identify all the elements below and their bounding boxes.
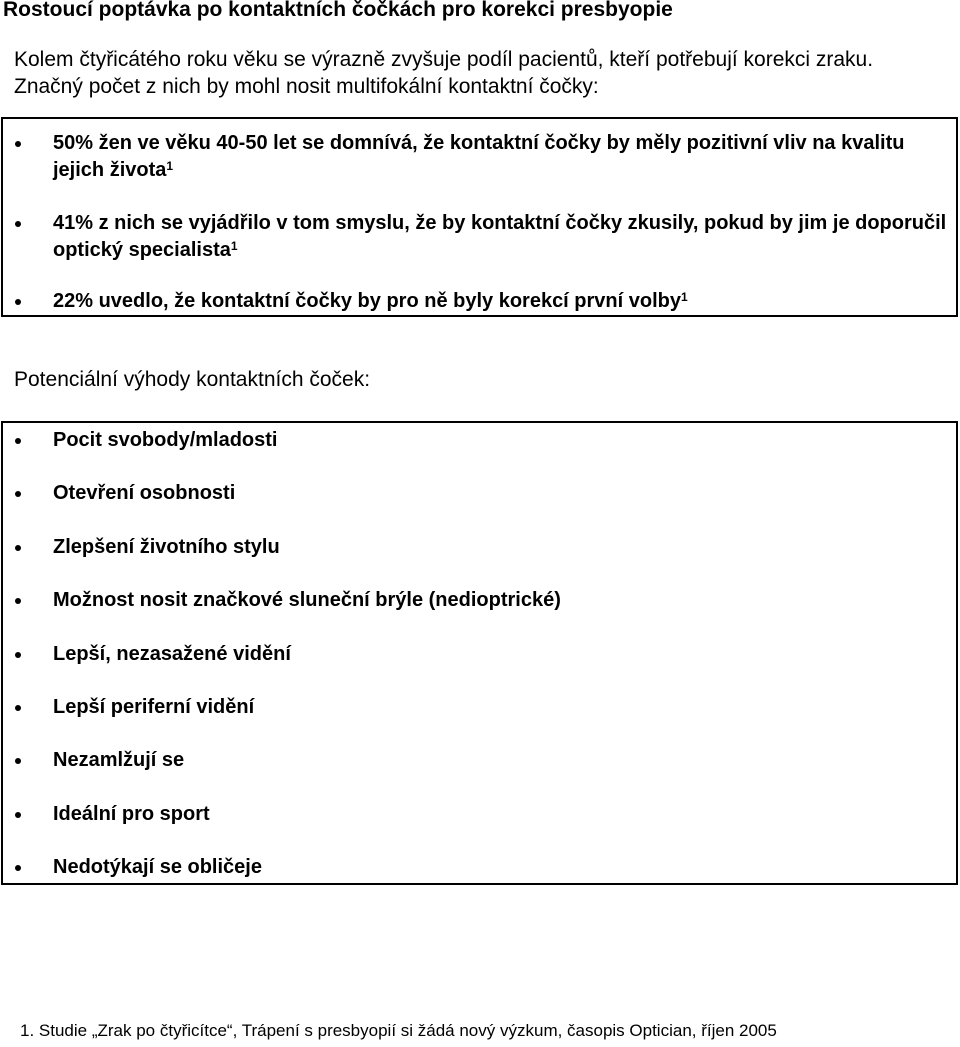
footnote: 1. Studie „Zrak po čtyřicítce“, Trápení s presbyopií si žádá nový výzkum, časopis Optician, říjen 2005 [20, 1021, 777, 1040]
footnote-ref: 1 [681, 290, 688, 304]
list-item [15, 288, 948, 315]
benefit-text: Pocit svobody/mladosti [53, 429, 278, 451]
benefit-text: Otevření osobnosti [53, 482, 236, 504]
stat-text: 50% žen ve věku 40-50 let se domnívá, že kontaktní čočky by měly pozitivní vliv na kvalitu jejich života [53, 132, 905, 181]
list-item [15, 480, 948, 507]
list-item [15, 801, 948, 828]
bullet-icon [15, 141, 21, 147]
bullet-icon [15, 865, 21, 871]
benefit-text: Nedotýkají se obličeje [53, 856, 262, 878]
list-item [15, 641, 948, 668]
bullet-icon [15, 221, 21, 227]
bullet-icon [15, 438, 21, 444]
footnote-ref: 1 [166, 159, 174, 173]
stat-text: 41% z nich se vyjádřilo v tom smyslu, že by kontaktní čočky zkusily, pokud by jim je doporučil optický specialista [53, 212, 947, 261]
bullet-icon [15, 812, 21, 818]
bullet-icon [15, 299, 21, 305]
benefits-box [1, 421, 958, 885]
list-item [15, 587, 948, 614]
benefit-text: Nezamlžují se [53, 749, 185, 771]
benefit-text: Zlepšení životního stylu [53, 536, 280, 558]
list-item [15, 210, 948, 264]
intro-paragraph: Kolem čtyřicátého roku věku se výrazně zvyšuje podíl pacientů, kteří potřebují korekci zraku. Značný počet z nich by mohl nosit multifokální kontaktní čočky: [14, 48, 874, 98]
list-item [15, 747, 948, 774]
statistics-box [1, 117, 958, 317]
list-item [15, 427, 948, 454]
bullet-icon [15, 545, 21, 551]
bullet-icon [15, 705, 21, 711]
bullet-icon [15, 652, 21, 658]
benefit-text: Možnost nosit značkové sluneční brýle (nedioptrické) [53, 589, 561, 611]
page-title: Rostoucí poptávka po kontaktních čočkách pro korekci presbyopie [3, 0, 673, 21]
stat-text: 22% uvedlo, že kontaktní čočky by pro ně byly korekcí první volby [53, 290, 681, 312]
benefit-text: Ideální pro sport [53, 803, 210, 825]
bullet-icon [15, 758, 21, 764]
benefit-text: Lepší, nezasažené vidění [53, 643, 291, 665]
bullet-icon [15, 491, 21, 497]
list-item [15, 534, 948, 561]
benefit-text: Lepší periferní vidění [53, 696, 255, 718]
list-item [15, 694, 948, 721]
list-item [15, 854, 948, 881]
list-item [15, 130, 948, 184]
bullet-icon [15, 598, 21, 604]
footnote-ref: 1 [230, 239, 238, 253]
benefits-heading: Potenciální výhody kontaktních čoček: [14, 368, 371, 391]
